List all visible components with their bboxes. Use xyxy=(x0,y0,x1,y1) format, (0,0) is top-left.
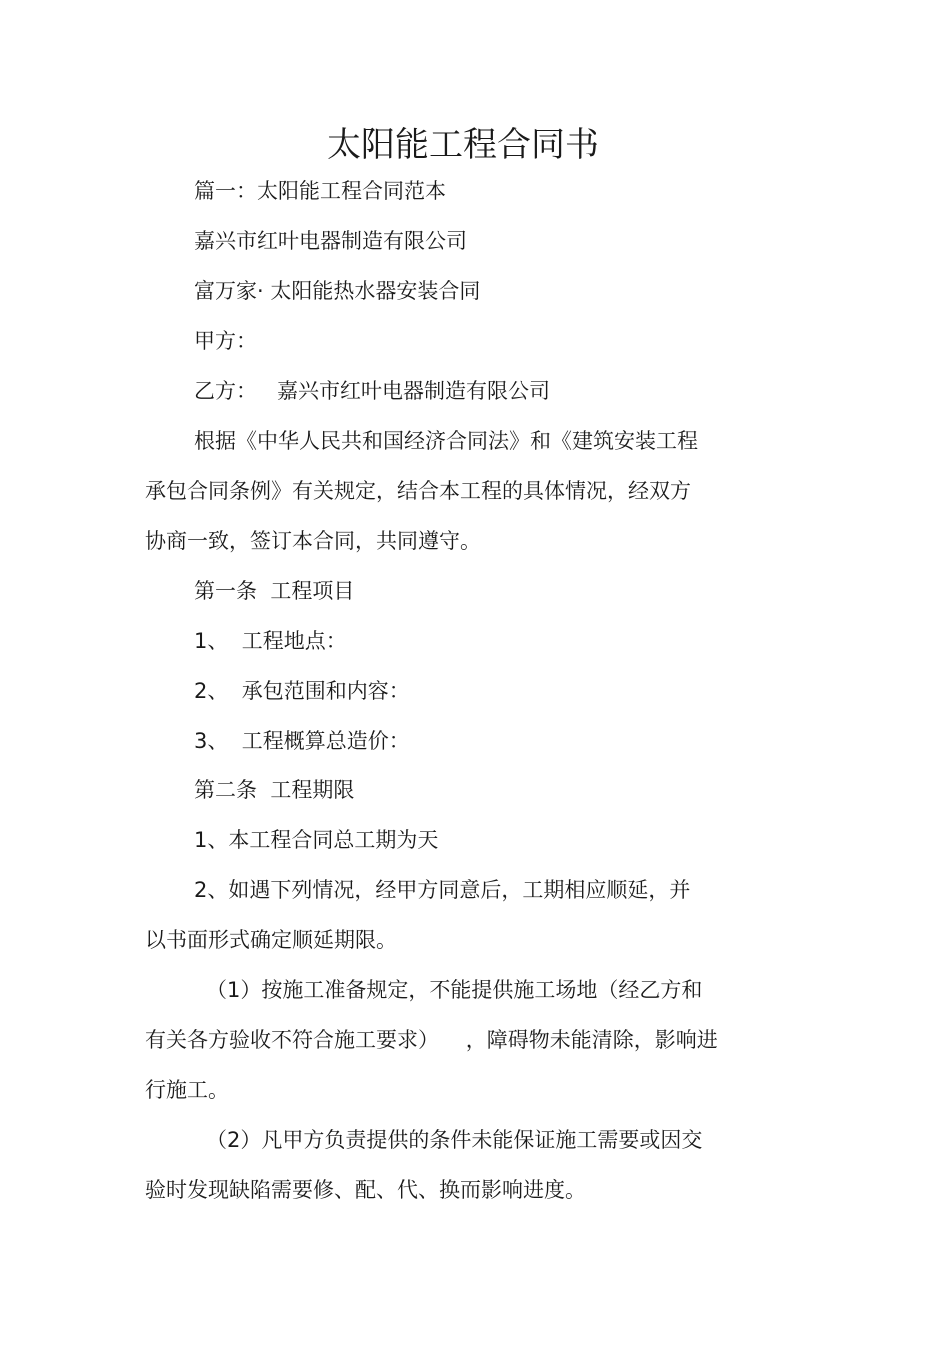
article-2-item-2-line-1: 2、如遇下列情况，经甲方同意后，工期相应顺延，并 xyxy=(194,878,691,902)
clause-2-line-2: 验时发现缺陷需要修、配、代、换而影响进度。 xyxy=(145,1178,586,1202)
article-1-item-3: 3、 工程概算总造价： xyxy=(194,729,410,753)
preamble-line-2: 承包合同条例》有关规定，结合本工程的具体情况，经双方 xyxy=(145,479,691,503)
article-2-item-1: 1、本工程合同总工期为天 xyxy=(194,828,439,852)
article-2-item-2-line-2: 以书面形式确定顺延期限。 xyxy=(145,928,397,952)
clause-2-line-1: （2）凡甲方负责提供的条件未能保证施工需要或因交 xyxy=(206,1128,703,1152)
document-title: 太阳能工程合同书 xyxy=(327,125,599,165)
clause-1-line-2: 有关各方验收不符合施工要求） ，障碍物未能清除，影响进 xyxy=(145,1028,718,1052)
preamble-line-3: 协商一致，签订本合同，共同遵守。 xyxy=(145,529,481,553)
article-1-item-1: 1、 工程地点： xyxy=(194,629,347,653)
clause-1-line-1: （1）按施工准备规定，不能提供施工场地（经乙方和 xyxy=(206,978,703,1002)
party-b-line: 乙方： 嘉兴市红叶电器制造有限公司 xyxy=(194,379,551,403)
preamble-line-1: 根据《中华人民共和国经济合同法》和《建筑安装工程 xyxy=(194,429,698,453)
contract-name: 富万家· 太阳能热水器安装合同 xyxy=(194,279,481,303)
clause-1-line-3: 行施工。 xyxy=(145,1078,229,1102)
article-1-heading: 第一条 工程项目 xyxy=(194,579,355,603)
article-1-item-2: 2、 承包范围和内容： xyxy=(194,679,410,703)
article-2-heading: 第二条 工程期限 xyxy=(194,778,355,802)
company-name: 嘉兴市红叶电器制造有限公司 xyxy=(194,229,467,253)
chapter-heading: 篇一：太阳能工程合同范本 xyxy=(194,179,446,203)
party-a-line: 甲方： xyxy=(194,329,257,353)
